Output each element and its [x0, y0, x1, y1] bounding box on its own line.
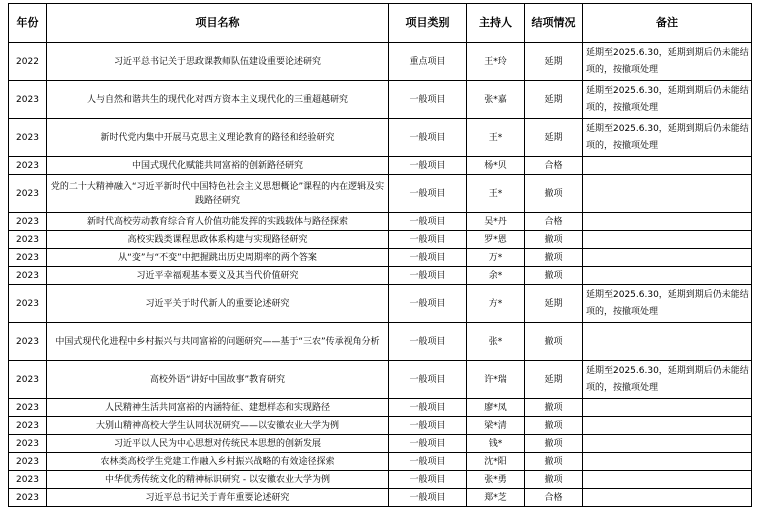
cell-project-name: 新时代高校劳动教育综合育人价值功能发挥的实践载体与路径探索: [47, 213, 389, 231]
table-row: [9, 157, 752, 175]
cell-year: 2023: [9, 435, 47, 453]
cell-note: 延期至2025.6.30，延期到期后仍未能结项的，按撤项处理: [583, 119, 752, 157]
cell-status: 合格: [525, 213, 583, 231]
cell-status: 撤项: [525, 267, 583, 285]
cell-host: 钱*: [467, 435, 525, 453]
table-row: [9, 471, 752, 489]
table-row: [9, 417, 752, 435]
cell-project-type: 一般项目: [389, 119, 467, 157]
cell-host: 张*勇: [467, 471, 525, 489]
cell-year: 2023: [9, 231, 47, 249]
cell-project-type: 一般项目: [389, 231, 467, 249]
cell-year: 2023: [9, 361, 47, 399]
cell-host: 张*: [467, 323, 525, 361]
cell-project-type: 一般项目: [389, 213, 467, 231]
cell-host: 罗*恩: [467, 231, 525, 249]
cell-note: [583, 489, 752, 507]
cell-host: 万*: [467, 249, 525, 267]
cell-project-name: 从“变”与“不变”中把握跳出历史周期率的两个答案: [47, 249, 389, 267]
header-host: 主持人: [467, 4, 525, 43]
cell-host: 吴*丹: [467, 213, 525, 231]
cell-year: 2023: [9, 249, 47, 267]
cell-status: 延期: [525, 43, 583, 81]
cell-note: 延期至2025.6.30，延期到期后仍未能结项的，按撤项处理: [583, 81, 752, 119]
cell-project-type: 重点项目: [389, 43, 467, 81]
cell-project-name: 人民精神生活共同富裕的内涵特征、建想样态和实现路径: [47, 399, 389, 417]
cell-host: 沈*阳: [467, 453, 525, 471]
header-year: 年份: [9, 4, 47, 43]
cell-host: 许*瑞: [467, 361, 525, 399]
table-row: [9, 435, 752, 453]
cell-note: [583, 453, 752, 471]
table-row: [9, 285, 752, 323]
cell-year: 2023: [9, 417, 47, 435]
table-row: [9, 231, 752, 249]
cell-status: 延期: [525, 81, 583, 119]
table-row: [9, 213, 752, 231]
cell-note: [583, 471, 752, 489]
cell-project-name: 新时代党内集中开展马克思主义理论教育的路径和经验研究: [47, 119, 389, 157]
cell-status: 合格: [525, 157, 583, 175]
cell-host: 王*: [467, 119, 525, 157]
cell-project-type: 一般项目: [389, 435, 467, 453]
cell-project-name: 大别山精神高校大学生认同状况研究——以安徽农业大学为例: [47, 417, 389, 435]
cell-note: [583, 267, 752, 285]
table-row: [9, 43, 752, 81]
cell-project-type: 一般项目: [389, 285, 467, 323]
cell-year: 2023: [9, 323, 47, 361]
results-table-container: [8, 3, 752, 507]
cell-host: 王*: [467, 175, 525, 213]
cell-note: [583, 213, 752, 231]
cell-year: 2022: [9, 43, 47, 81]
cell-host: 廖*凤: [467, 399, 525, 417]
cell-project-name: 习近平总书记关于青年重要论述研究: [47, 489, 389, 507]
cell-project-type: 一般项目: [389, 81, 467, 119]
cell-project-type: 一般项目: [389, 453, 467, 471]
table-row: [9, 175, 752, 213]
cell-year: 2023: [9, 285, 47, 323]
cell-year: 2023: [9, 213, 47, 231]
cell-note: 延期至2025.6.30，延期到期后仍未能结项的，按撤项处理: [583, 43, 752, 81]
cell-host: 郑*芝: [467, 489, 525, 507]
cell-note: [583, 399, 752, 417]
cell-year: 2023: [9, 489, 47, 507]
cell-note: [583, 323, 752, 361]
cell-status: 撤项: [525, 249, 583, 267]
cell-host: 张*嘉: [467, 81, 525, 119]
table-row: [9, 399, 752, 417]
cell-year: 2023: [9, 399, 47, 417]
table-row: [9, 249, 752, 267]
table-row: [9, 267, 752, 285]
cell-project-name: 习近平关于时代新人的重要论述研究: [47, 285, 389, 323]
cell-project-name: 习近平幸福观基本要义及其当代价值研究: [47, 267, 389, 285]
cell-host: 王*玲: [467, 43, 525, 81]
cell-project-type: 一般项目: [389, 489, 467, 507]
cell-status: 撤项: [525, 417, 583, 435]
cell-project-type: 一般项目: [389, 157, 467, 175]
cell-note: 延期至2025.6.30，延期到期后仍未能结项的，按撤项处理: [583, 361, 752, 399]
cell-host: 方*: [467, 285, 525, 323]
cell-note: [583, 157, 752, 175]
header-project-name: 项目名称: [47, 4, 389, 43]
cell-status: 撤项: [525, 453, 583, 471]
cell-year: 2023: [9, 119, 47, 157]
cell-project-name: 高校实践类课程思政体系构建与实现路径研究: [47, 231, 389, 249]
cell-status: 撤项: [525, 435, 583, 453]
cell-note: [583, 175, 752, 213]
cell-host: 梁*清: [467, 417, 525, 435]
cell-status: 延期: [525, 119, 583, 157]
cell-project-name: 高校外语“讲好中国故事”教育研究: [47, 361, 389, 399]
cell-status: 撤项: [525, 323, 583, 361]
cell-note: [583, 435, 752, 453]
table-row: [9, 361, 752, 399]
table-row: [9, 81, 752, 119]
header-status: 结项情况: [525, 4, 583, 43]
cell-project-type: 一般项目: [389, 399, 467, 417]
cell-project-type: 一般项目: [389, 471, 467, 489]
header-note: 备注: [583, 4, 752, 43]
header-project-type: 项目类别: [389, 4, 467, 43]
cell-year: 2023: [9, 267, 47, 285]
cell-year: 2023: [9, 81, 47, 119]
project-results-table: [8, 3, 752, 507]
cell-status: 合格: [525, 489, 583, 507]
cell-year: 2023: [9, 157, 47, 175]
table-row: [9, 453, 752, 471]
cell-host: 余*: [467, 267, 525, 285]
cell-project-name: 党的二十大精神融入“习近平新时代中国特色社会主义思想概论”课程的内在逻辑及实践路径研究: [47, 175, 389, 213]
cell-project-name: 人与自然和谐共生的现代化对西方资本主义现代化的三重超越研究: [47, 81, 389, 119]
cell-project-type: 一般项目: [389, 361, 467, 399]
cell-year: 2023: [9, 453, 47, 471]
cell-status: 延期: [525, 361, 583, 399]
cell-status: 撤项: [525, 175, 583, 213]
cell-status: 撤项: [525, 471, 583, 489]
cell-project-type: 一般项目: [389, 417, 467, 435]
cell-year: 2023: [9, 471, 47, 489]
cell-status: 延期: [525, 285, 583, 323]
table-header-row: [9, 4, 752, 43]
cell-note: [583, 417, 752, 435]
cell-host: 杨*贝: [467, 157, 525, 175]
cell-status: 撤项: [525, 399, 583, 417]
cell-project-name: 习近平总书记关于思政课教师队伍建设重要论述研究: [47, 43, 389, 81]
cell-project-name: 中国式现代化赋能共同富裕的创新路径研究: [47, 157, 389, 175]
table-row: [9, 489, 752, 507]
cell-project-type: 一般项目: [389, 323, 467, 361]
cell-status: 撤项: [525, 231, 583, 249]
cell-project-name: 农林类高校学生党建工作融入乡村振兴战略的有效途径探索: [47, 453, 389, 471]
cell-note: 延期至2025.6.30，延期到期后仍未能结项的，按撤项处理: [583, 285, 752, 323]
cell-project-type: 一般项目: [389, 175, 467, 213]
cell-project-type: 一般项目: [389, 267, 467, 285]
cell-project-name: 中国式现代化进程中乡村振兴与共同富裕的问题研究——基于“三农”传承视角分析: [47, 323, 389, 361]
table-row: [9, 323, 752, 361]
table-row: [9, 119, 752, 157]
cell-year: 2023: [9, 175, 47, 213]
cell-project-name: 中华优秀传统文化的精神标识研究 - 以安徽农业大学为例: [47, 471, 389, 489]
cell-note: [583, 249, 752, 267]
cell-project-name: 习近平以人民为中心思想对传统民本思想的创新发展: [47, 435, 389, 453]
cell-project-type: 一般项目: [389, 249, 467, 267]
cell-note: [583, 231, 752, 249]
